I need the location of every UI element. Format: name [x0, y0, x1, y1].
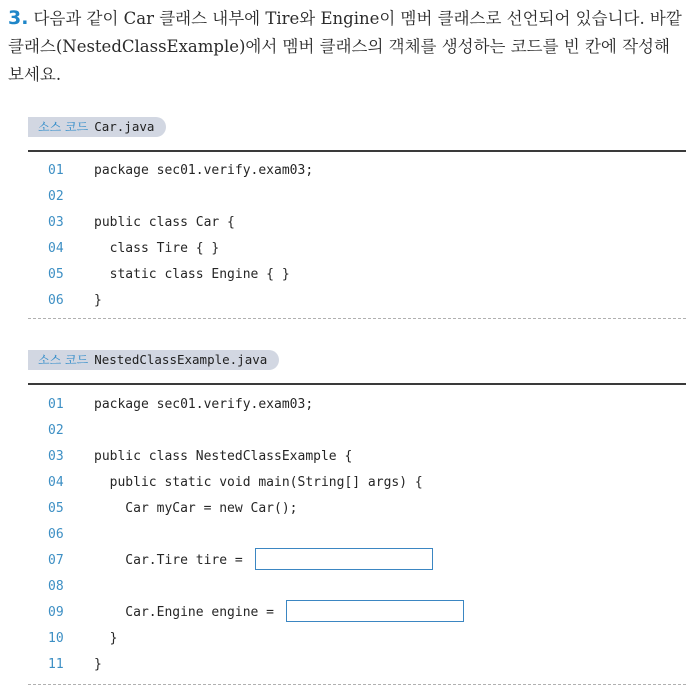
- code-line: [28, 470, 686, 496]
- line-number: 03: [48, 449, 64, 464]
- code-line: [28, 262, 686, 288]
- code-listing-nested: [28, 392, 686, 678]
- code-line: [28, 522, 686, 548]
- source-kind-label: 소스 코드: [38, 353, 89, 367]
- code-line: [28, 236, 686, 262]
- code-line: [28, 158, 686, 184]
- question: [8, 4, 690, 89]
- code-line: [28, 600, 686, 626]
- question-number: 3.: [8, 7, 29, 29]
- code-text: }: [94, 657, 102, 672]
- code-text: }: [94, 631, 118, 646]
- line-number: 11: [48, 657, 64, 672]
- code-text: package sec01.verify.exam03;: [94, 163, 314, 178]
- code-text: class Tire { }: [94, 241, 220, 256]
- code-text: Car myCar = new Car();: [94, 501, 298, 516]
- code-text: static class Engine { }: [94, 267, 290, 282]
- line-number: 06: [48, 527, 64, 542]
- source-kind-label: 소스 코드: [38, 120, 89, 134]
- code-text: package sec01.verify.exam03;: [94, 397, 314, 412]
- line-number: 03: [48, 215, 64, 230]
- code-top-rule: [28, 150, 686, 152]
- line-number: 01: [48, 163, 64, 178]
- code-line: [28, 548, 686, 574]
- code-text: }: [94, 293, 102, 308]
- code-line: [28, 652, 686, 678]
- line-number: 07: [48, 553, 64, 568]
- code-listing-car: [28, 158, 686, 314]
- code-line: [28, 574, 686, 600]
- code-text: public class NestedClassExample {: [94, 449, 353, 464]
- code-line: [28, 496, 686, 522]
- line-number: 04: [48, 475, 64, 490]
- source-label-nested: [28, 350, 279, 370]
- code-bottom-rule: [28, 684, 686, 685]
- line-number: 06: [48, 293, 64, 308]
- code-top-rule: [28, 383, 686, 385]
- line-number: 05: [48, 501, 64, 516]
- source-filename: NestedClassExample.java: [94, 352, 268, 367]
- code-text: public class Car {: [94, 215, 235, 230]
- line-number: 02: [48, 189, 64, 204]
- question-text: 다음과 같이 Car 클래스 내부에 Tire와 Engine이 멤버 클래스로 선언되어 있습니다. 바깥 클래스(NestedClassExample)에서 멤버 클래스의 객체를 생성하는 코드를 빈 칸에 작성해 보세요.: [8, 9, 682, 84]
- line-number: 01: [48, 397, 64, 412]
- code-line: [28, 184, 686, 210]
- answer-blank-engine[interactable]: [286, 600, 464, 622]
- code-line: [28, 626, 686, 652]
- code-bottom-rule: [28, 318, 686, 319]
- line-number: 04: [48, 241, 64, 256]
- line-number: 09: [48, 605, 64, 620]
- source-filename: Car.java: [94, 119, 155, 134]
- code-text: Car.Tire tire =: [94, 553, 251, 568]
- code-text: Car.Engine engine =: [94, 605, 282, 620]
- line-number: 05: [48, 267, 64, 282]
- line-number: 02: [48, 423, 64, 438]
- code-line: [28, 210, 686, 236]
- source-label-car: [28, 117, 166, 137]
- code-line: [28, 444, 686, 470]
- code-text: public static void main(String[] args) {: [94, 475, 423, 490]
- line-number: 08: [48, 579, 64, 594]
- code-line: [28, 392, 686, 418]
- line-number: 10: [48, 631, 64, 646]
- code-line: [28, 288, 686, 314]
- answer-blank-tire[interactable]: [255, 548, 433, 570]
- code-line: [28, 418, 686, 444]
